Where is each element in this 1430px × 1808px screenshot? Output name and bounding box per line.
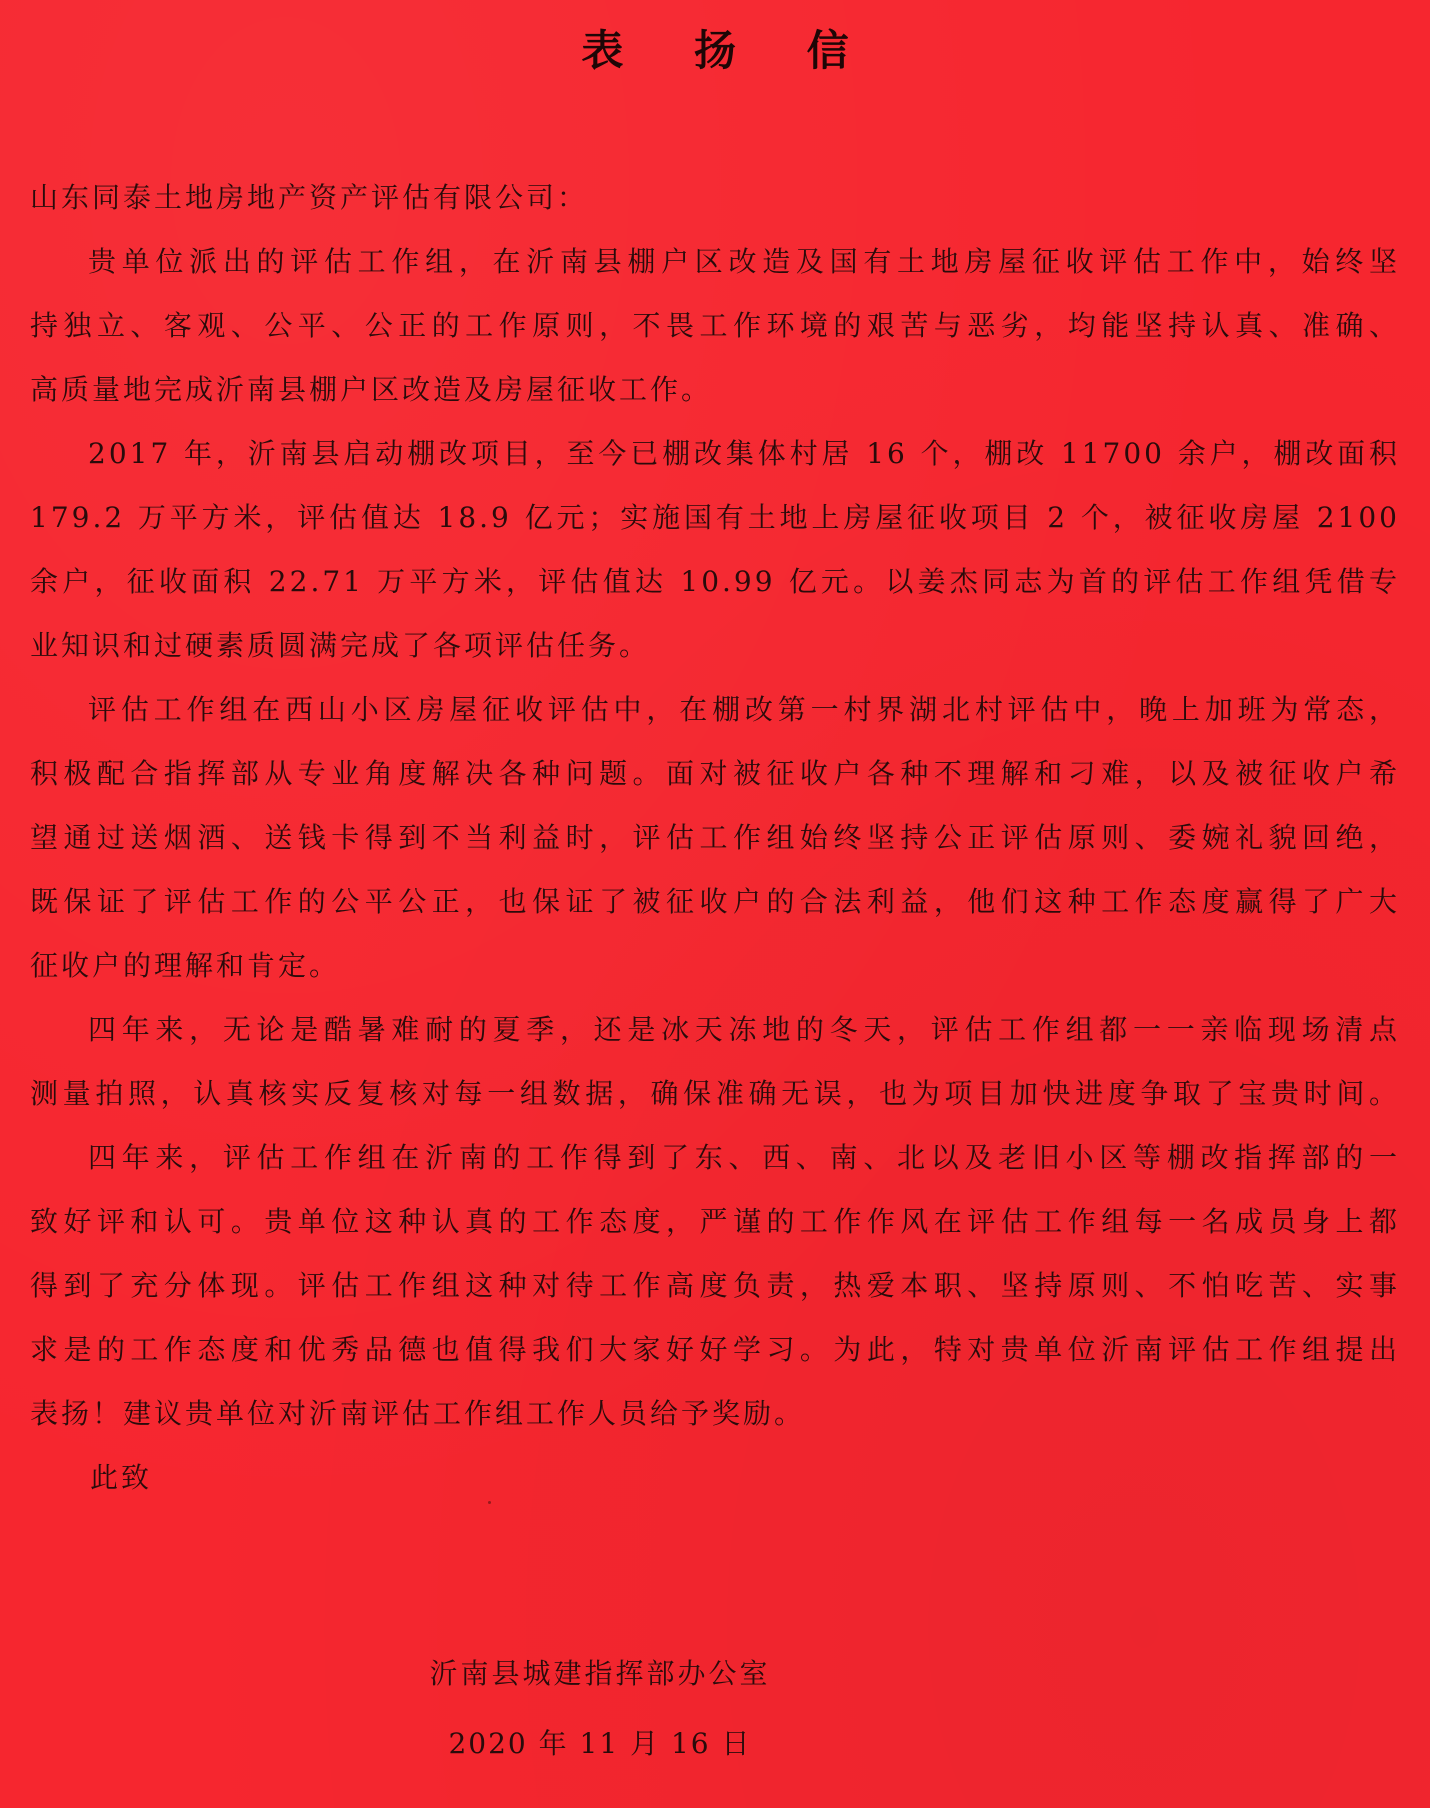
body-line: 求是的工作态度和优秀品德也值得我们大家好好学习。为此，特对贵单位沂南评估工作组提出 [30, 1333, 1400, 1366]
body-line: 2017 年，沂南县启动棚改项目，至今已棚改集体村居 16 个，棚改 11700 余户，棚改面积 [88, 437, 1400, 470]
body-line: 业知识和过硬素质圆满完成了各项评估任务。 [30, 629, 651, 662]
body-line: 致好评和认可。贵单位这种认真的工作态度，严谨的工作作风在评估工作组每一名成员身上都 [30, 1205, 1400, 1238]
body-line: 征收户的理解和肯定。 [30, 949, 341, 982]
body-line: 179.2 万平方米，评估值达 18.9 亿元；实施国有土地上房屋征收项目 2 个，被征收房屋 2100 [30, 501, 1400, 534]
paper-speck [488, 1501, 491, 1504]
salutation: 山东同泰土地房地产资产评估有限公司： [30, 181, 589, 214]
body-line: 望通过送烟酒、送钱卡得到不当利益时，评估工作组始终坚持公正评估原则、委婉礼貌回绝， [30, 821, 1400, 854]
body-line: 余户，征收面积 22.71 万平方米，评估值达 10.99 亿元。以姜杰同志为首的评估工作组凭借专 [30, 565, 1400, 598]
letter-date: 2020 年 11 月 16 日 [448, 1727, 752, 1760]
signature-organization: 沂南县城建指挥部办公室 [429, 1657, 771, 1690]
body-line: 既保证了评估工作的公平公正，也保证了被征收户的合法利益，他们这种工作态度赢得了广大 [30, 885, 1400, 918]
body-line: 表扬！建议贵单位对沂南评估工作组工作人员给予奖励。 [30, 1397, 806, 1430]
closing-phrase: 此致 [90, 1461, 153, 1494]
body-line: 测量拍照，认真核实反复核对每一组数据，确保准确无误，也为项目加快进度争取了宝贵时间。 [30, 1077, 1400, 1110]
body-line: 高质量地完成沂南县棚户区改造及房屋征收工作。 [30, 373, 713, 406]
body-line: 持独立、客观、公平、公正的工作原则，不畏工作环境的艰苦与恶劣，均能坚持认真、准确、 [30, 309, 1400, 342]
body-line: 四年来，无论是酷暑难耐的夏季，还是冰天冻地的冬天，评估工作组都一一亲临现场清点 [88, 1013, 1400, 1046]
body-line: 积极配合指挥部从专业角度解决各种问题。面对被征收户各种不理解和刁难，以及被征收户希 [30, 757, 1400, 790]
body-line: 评估工作组在西山小区房屋征收评估中，在棚改第一村界湖北村评估中，晚上加班为常态， [88, 693, 1400, 726]
letter-title: 表 扬 信 [581, 26, 877, 75]
letter-body [30, 166, 1400, 1510]
body-line: 贵单位派出的评估工作组，在沂南县棚户区改造及国有土地房屋征收评估工作中，始终坚 [88, 245, 1400, 278]
body-line: 四年来，评估工作组在沂南的工作得到了东、西、南、北以及老旧小区等棚改指挥部的一 [88, 1141, 1400, 1174]
body-line: 得到了充分体现。评估工作组这种对待工作高度负责，热爱本职、坚持原则、不怕吃苦、实事 [30, 1269, 1400, 1302]
